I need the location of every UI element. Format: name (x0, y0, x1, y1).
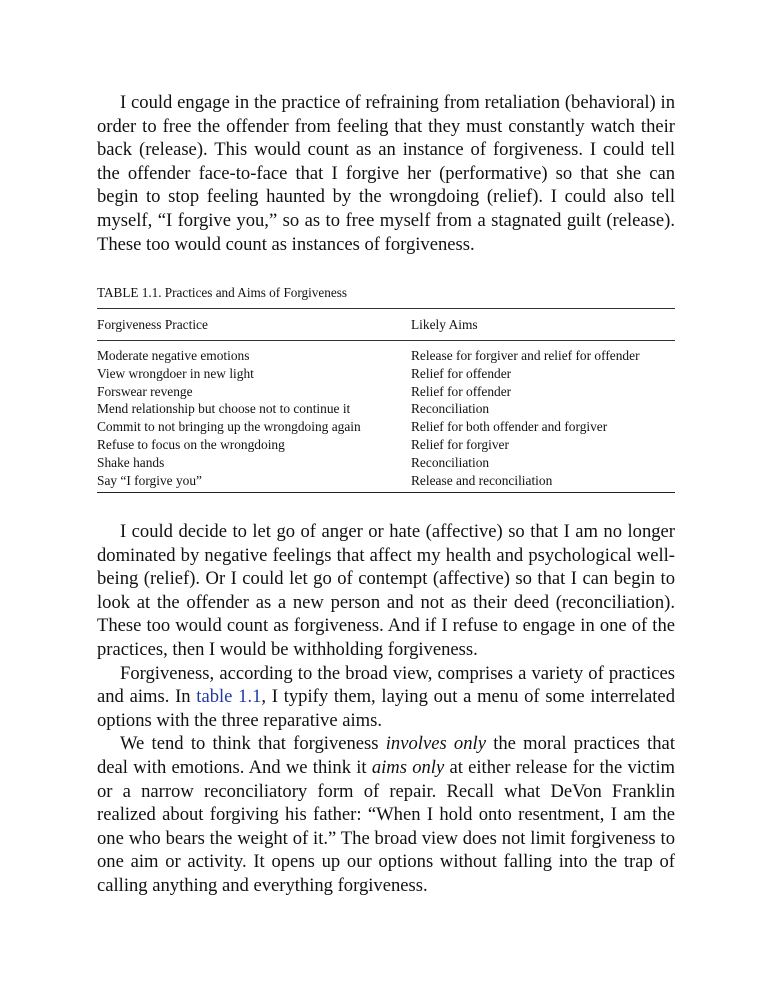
table-bottom-rule (97, 492, 675, 493)
practice-cell: Shake hands (97, 454, 165, 470)
paragraph-broad-view (97, 662, 675, 733)
emphasis-aims-only: aims only (371, 756, 445, 778)
table-row (97, 454, 675, 472)
practices-aims-table-container (97, 284, 675, 493)
aims-cell: Relief for offender (411, 365, 512, 381)
practice-cell: View wrongdoer in new light (97, 365, 254, 381)
aims-cell: Reconciliation (411, 401, 490, 417)
table-row (97, 400, 675, 418)
practice-cell: Mend relationship but choose not to continue it (97, 401, 351, 417)
paragraph-involves-only (97, 732, 675, 897)
table-row (97, 418, 675, 436)
table-row (97, 436, 675, 454)
table-reference-link[interactable]: table 1.1 (196, 686, 262, 708)
aims-cell: Relief for offender (411, 383, 512, 399)
aims-cell: Release for forgiver and relief for offender (411, 348, 640, 363)
paragraph-let-go: I could decide to let go of anger or hate (affective) so that I am no longer dominated by negative feelings that affect my health and psychological well-being (relief). Or I could let go of contempt (affective) so that I can begin to look at the offender as a new person and not as their deed (reconciliation). These too would count as forgiveness. And if I refuse to engage in one of the practices, then I would be withholding forgiveness. (97, 521, 675, 660)
involves-text-1: We tend to think that forgiveness (120, 733, 386, 755)
column-header-aims: Likely Aims (411, 309, 675, 341)
practices-aims-table (97, 309, 675, 492)
broad-view-text-start: Forgiveness, according to the broad view, comprises a variety of practices and aims. In (97, 662, 675, 708)
table-caption: TABLE 1.1. Practices and Aims of Forgiveness (97, 285, 347, 300)
table-row (97, 472, 675, 493)
practice-cell: Say “I forgive you” (97, 472, 202, 488)
practice-cell: Commit to not bringing up the wrongdoing again (97, 419, 361, 435)
involves-text-3: at either release for the victim or a narrow reconciliatory form of repair. Recall what DeVon Franklin realized about forgiving his father: “When I hold onto resentment, I am the one who bears the weight of it.” The broad view does not limit forgiveness to one aim or activity. It opens up our options without falling into the trap of calling anything and everything forgiveness. (97, 756, 675, 896)
table-row (97, 383, 675, 401)
paragraph-refraining: I could engage in the practice of refraining from retaliation (behavioral) in order to free the offender from feeling that they must constantly watch their back (release). This would count as an instance of forgiveness. I could tell the offender face-to-face that I forgive her (performative) so that she can begin to stop feeling haunted by the wrongdoing (relief). I could also tell myself, “I forgive you,” so as to free myself from a stagnated guilt (release). These too would count as instances of forgiveness. (97, 92, 675, 255)
aims-cell: Relief for forgiver (411, 436, 509, 452)
text-block-top (97, 91, 675, 256)
broad-view-text-end: , I typify them, laying out a menu of some interrelated options with the three reparative aims. (97, 686, 675, 731)
table-row (97, 341, 675, 365)
column-header-practice: Forgiveness Practice (97, 309, 411, 341)
emphasis-involves-only: involves only (385, 733, 486, 755)
aims-cell: Relief for both offender and forgiver (411, 419, 608, 435)
practice-cell: Forswear revenge (97, 383, 193, 399)
practice-cell: Moderate negative emotions (97, 348, 250, 363)
practice-cell: Refuse to focus on the wrongdoing (97, 436, 285, 452)
text-block-bottom (97, 520, 675, 898)
table-row (97, 365, 675, 383)
aims-cell: Reconciliation (411, 454, 490, 470)
involves-text-2: the moral practices that deal with emotions. And we think it (97, 733, 675, 778)
aims-cell: Release and reconciliation (411, 472, 553, 488)
table-header-row (97, 309, 675, 341)
